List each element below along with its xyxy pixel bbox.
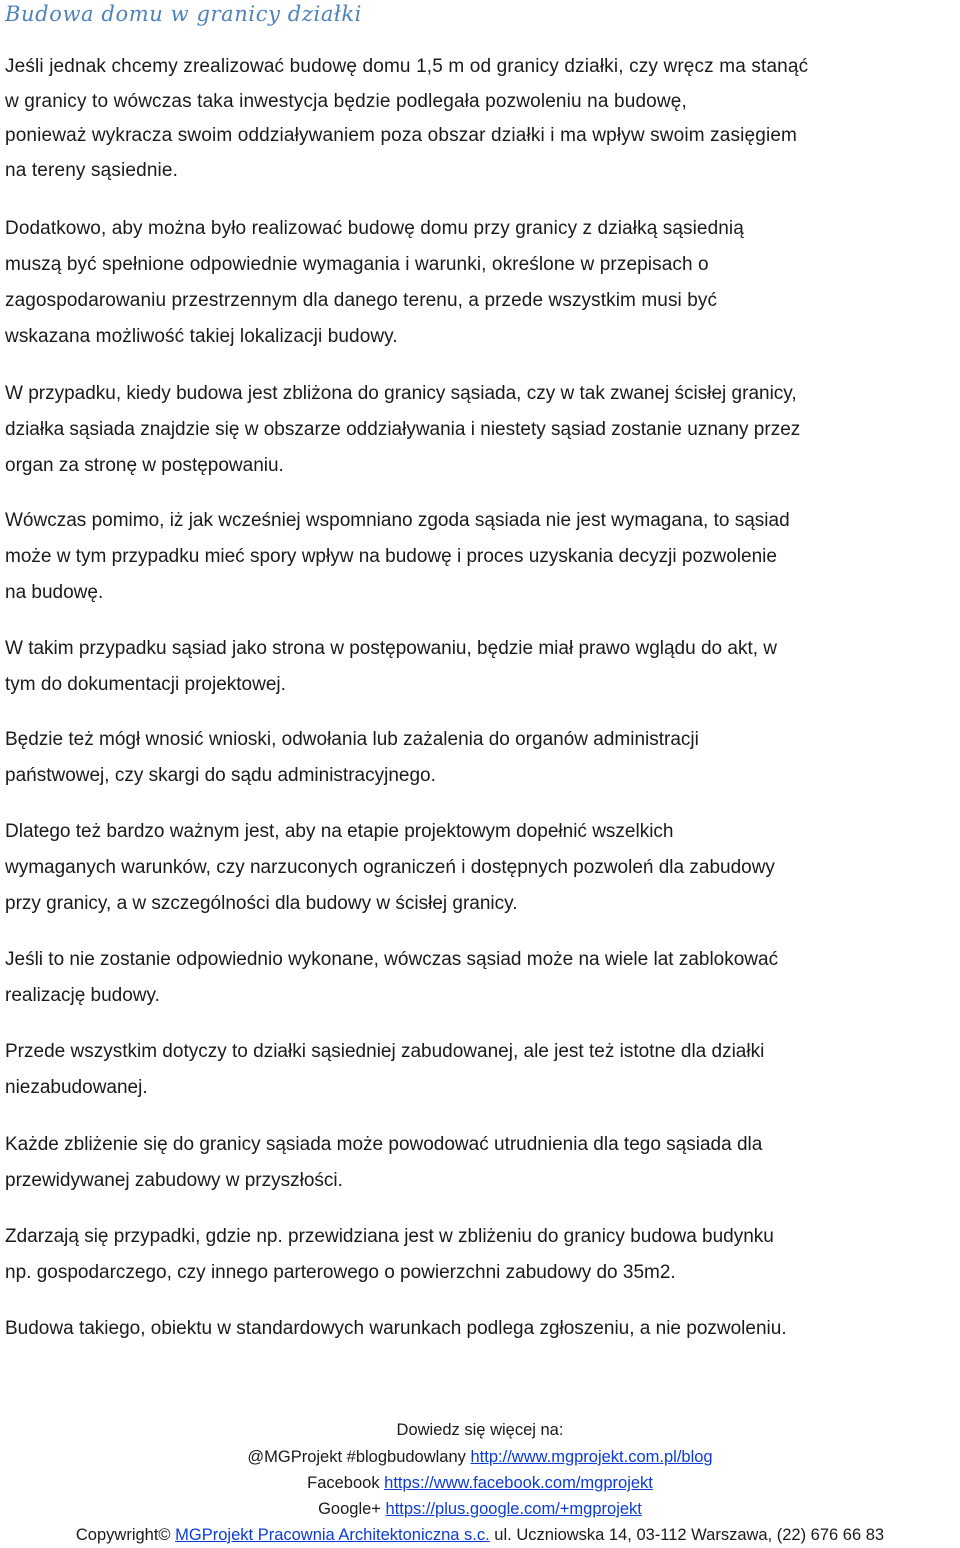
paragraph-line: Dodatkowo, aby można było realizować budowę domu przy granicy z działką sąsiednią xyxy=(5,218,744,239)
paragraph-line: wskazana możliwość takiej lokalizacji budowy. xyxy=(5,326,398,347)
footer-blog-label: @MGProjekt #blogbudowlany xyxy=(247,1448,471,1466)
paragraph-line: Wówczas pomimo, iż jak wcześniej wspomniano zgoda sąsiada nie jest wymagana, to sąsiad xyxy=(5,510,790,531)
paragraph-8 xyxy=(5,942,957,1014)
footer-heading-text: Dowiedz się więcej na: xyxy=(396,1421,564,1439)
paragraph-line: Będzie też mógł wnosić wnioski, odwołania lub zażalenia do organów administracji xyxy=(5,729,699,750)
blog-link[interactable]: http://www.mgprojekt.com.pl/blog xyxy=(470,1448,713,1466)
paragraph-10 xyxy=(5,1127,957,1199)
paragraph-line: realizację budowy. xyxy=(5,985,160,1006)
paragraph-3 xyxy=(5,376,957,484)
company-address: ul. Uczniowska 14, 03-112 Warszawa, (22) 676 66 83 xyxy=(489,1526,885,1544)
paragraph-line: W takim przypadku sąsiad jako strona w postępowaniu, będzie miał prawo wglądu do akt, w xyxy=(5,638,777,659)
paragraph-line: organ za stronę w postępowaniu. xyxy=(5,455,284,476)
paragraph-line: zagospodarowaniu przestrzennym dla danego terenu, a przede wszystkim musi być xyxy=(5,290,718,311)
google-plus-link[interactable]: https://plus.google.com/+mgprojekt xyxy=(385,1500,642,1518)
paragraph-line: państwowej, czy skargi do sądu administracyjnego. xyxy=(5,765,436,786)
paragraph-line: Jeśli jednak chcemy zrealizować budowę domu 1,5 m od granicy działki, czy wręcz ma stanąć xyxy=(5,56,809,77)
paragraph-line: Przede wszystkim dotyczy to działki sąsiedniej zabudowanej, ale jest też istotne dla działki xyxy=(5,1041,765,1062)
facebook-link[interactable]: https://www.facebook.com/mgprojekt xyxy=(384,1474,653,1492)
paragraph-7 xyxy=(5,814,957,922)
footer-google-line xyxy=(0,1496,960,1523)
company-link[interactable]: MGProjekt Pracownia Architektoniczna s.c. xyxy=(175,1526,490,1544)
paragraph-6 xyxy=(5,722,957,794)
paragraph-line: przy granicy, a w szczególności dla budowy w ścisłej granicy. xyxy=(5,893,518,914)
paragraph-line: muszą być spełnione odpowiednie wymagania i warunki, określone w przepisach o xyxy=(5,254,709,275)
paragraph-line: na tereny sąsiednie. xyxy=(5,159,179,181)
paragraph-line: niezabudowanej. xyxy=(5,1077,148,1098)
paragraph-line: przewidywanej zabudowy w przyszłości. xyxy=(5,1170,343,1191)
paragraph-line: Każde zbliżenie się do granicy sąsiada może powodować utrudnienia dla tego sąsiada dla xyxy=(5,1134,763,1155)
footer-blog-line xyxy=(0,1444,960,1471)
copyright-label: Copywright© xyxy=(75,1526,176,1544)
paragraph-5 xyxy=(5,631,957,703)
paragraph-1 xyxy=(5,50,957,188)
copyright-line xyxy=(0,1523,960,1547)
paragraph-12 xyxy=(5,1311,957,1347)
paragraph-line: W przypadku, kiedy budowa jest zbliżona do granicy sąsiada, czy w tak zwanej ścisłej granicy, xyxy=(5,383,797,404)
paragraph-line: tym do dokumentacji projektowej. xyxy=(5,674,286,695)
footer-heading xyxy=(0,1417,960,1444)
paragraph-line: Zdarzają się przypadki, gdzie np. przewidziana jest w zbliżeniu do granicy budowa budynku xyxy=(5,1226,774,1247)
paragraph-line: wymaganych warunków, czy narzuconych ograniczeń i dostępnych pozwoleń dla zabudowy xyxy=(5,857,775,878)
paragraph-line: Dlatego też bardzo ważnym jest, aby na etapie projektowym dopełnić wszelkich xyxy=(5,821,674,842)
paragraph-line: Jeśli to nie zostanie odpowiednio wykonane, wówczas sąsiad może na wiele lat zablokować xyxy=(5,949,779,970)
paragraph-line: może w tym przypadku mieć spory wpływ na budowę i proces uzyskania decyzji pozwolenie xyxy=(5,546,777,567)
paragraph-4 xyxy=(5,503,957,611)
footer-facebook-label: Facebook xyxy=(307,1474,385,1492)
paragraph-9 xyxy=(5,1034,957,1106)
paragraph-11 xyxy=(5,1219,957,1291)
footer-google-label: Google+ xyxy=(318,1500,386,1518)
paragraph-line: działka sąsiada znajdzie się w obszarze oddziaływania i niestety sąsiad zostanie uznany przez xyxy=(5,419,801,440)
paragraph-line: w granicy to wówczas taka inwestycja będzie podlegała pozwoleniu na budowę, xyxy=(5,90,687,112)
footer-facebook-line xyxy=(0,1470,960,1497)
paragraph-2 xyxy=(5,211,957,355)
paragraph-line: na budowę. xyxy=(5,582,104,603)
paragraph-line: np. gospodarczego, czy innego parterowego o powierzchni zabudowy do 35m2. xyxy=(5,1262,676,1283)
paragraph-line: ponieważ wykracza swoim oddziaływaniem poza obszar działki i ma wpływ swoim zasięgiem xyxy=(5,125,798,146)
paragraph-line: Budowa takiego, obiektu w standardowych warunkach podlega zgłoszeniu, a nie pozwoleniu. xyxy=(5,1318,787,1339)
document-title: Budowa domu w granicy działki xyxy=(5,2,362,26)
